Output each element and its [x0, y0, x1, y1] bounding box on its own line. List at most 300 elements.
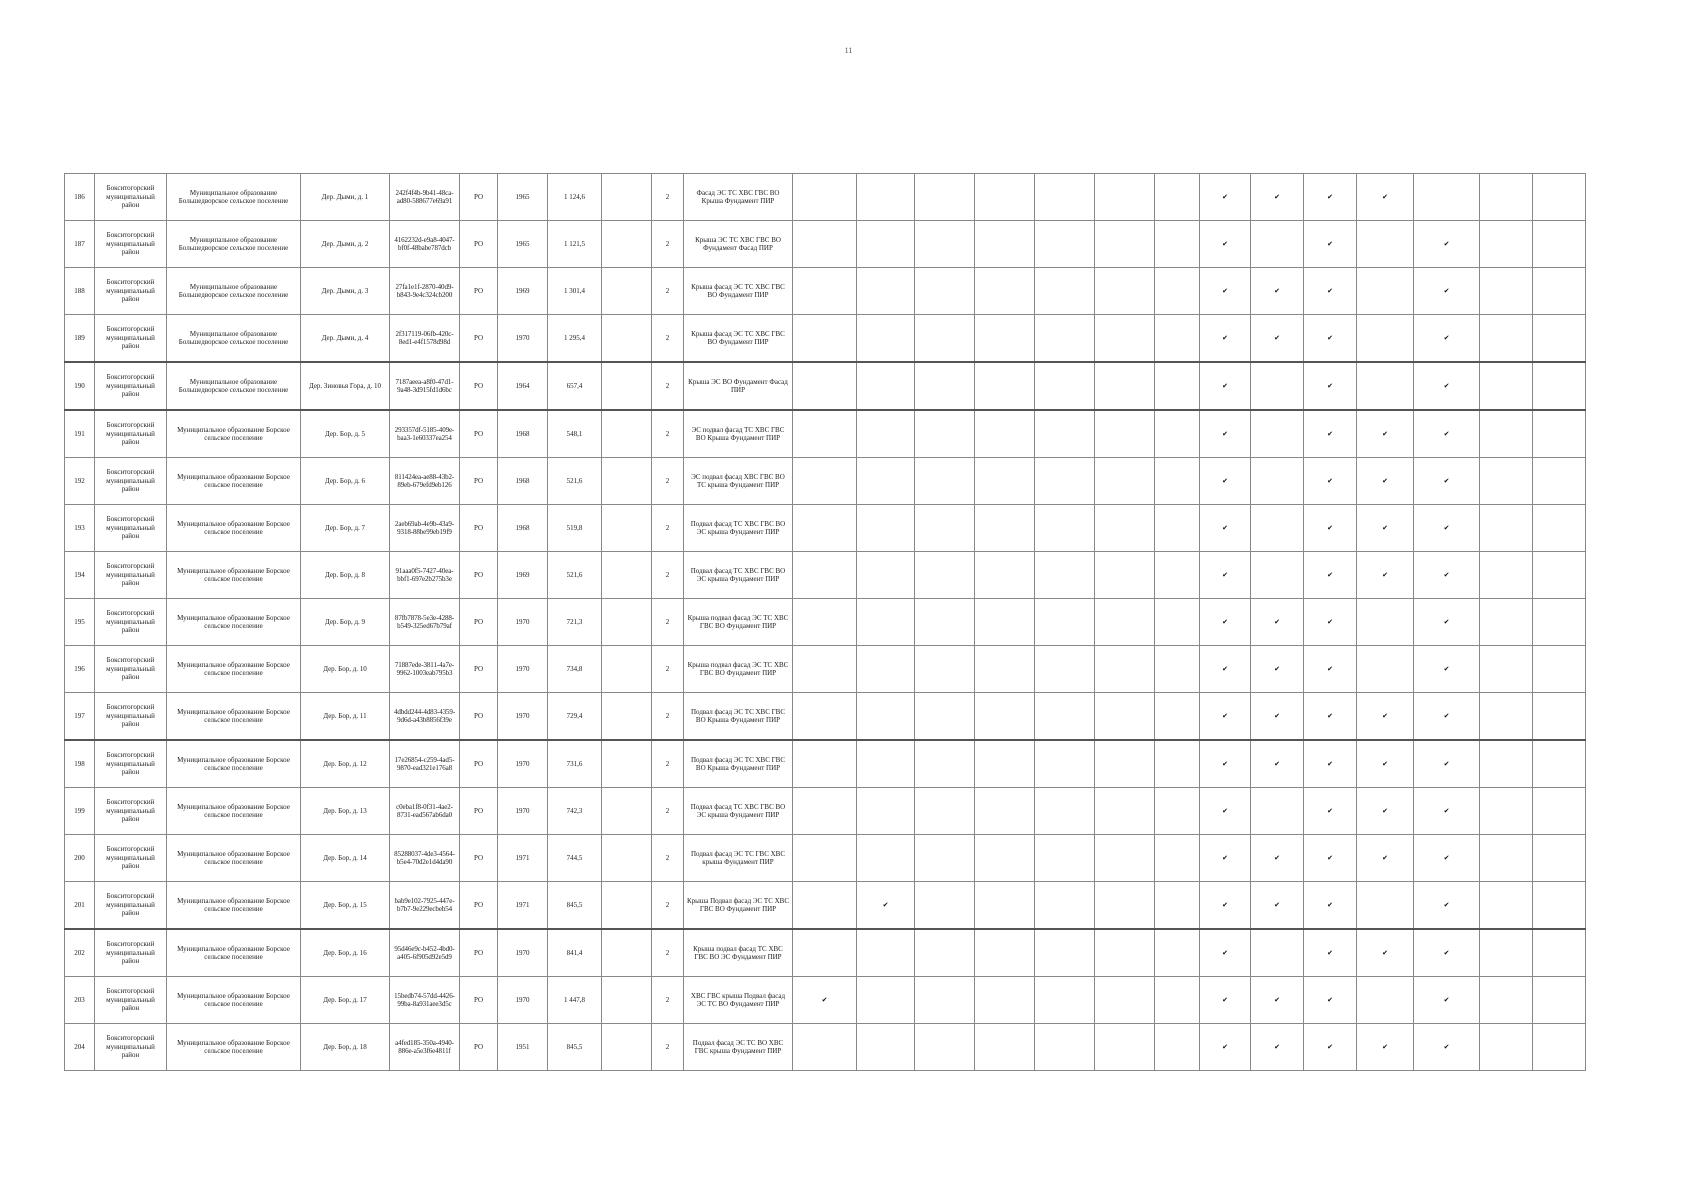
address: Дер. Бор, д. 5	[301, 410, 390, 458]
empty-cell	[1155, 599, 1200, 646]
empty-cell	[1035, 552, 1095, 599]
district-name: Бокситогорский муниципальный район	[95, 505, 167, 552]
empty-cell	[1251, 410, 1304, 458]
works-list: Подвал фасад ТС ХВС ГВС ВО ЭС крыша Фундамент ПИР	[684, 788, 793, 835]
empty-cell	[1035, 788, 1095, 835]
object-type: РО	[460, 315, 498, 363]
table-row	[65, 882, 1586, 930]
empty-cell	[1357, 882, 1414, 930]
district-name: Бокситогорский муниципальный район	[95, 977, 167, 1024]
municipality-name: Муниципальное образование Большедворское сельское поселение	[167, 268, 301, 315]
empty-cell	[1533, 268, 1586, 315]
table-row	[65, 268, 1586, 315]
object-type: РО	[460, 740, 498, 788]
check-icon: ✔	[1200, 410, 1251, 458]
empty-cell	[1480, 552, 1533, 599]
empty-cell	[1095, 552, 1155, 599]
empty-cell	[1155, 693, 1200, 741]
district-name: Бокситогорский муниципальный район	[95, 882, 167, 930]
check-icon: ✔	[1200, 458, 1251, 505]
empty-cell	[1533, 174, 1586, 221]
district-name: Бокситогорский муниципальный район	[95, 362, 167, 410]
check-icon: ✔	[1200, 740, 1251, 788]
row-number: 198	[65, 740, 95, 788]
address: Дер. Бор, д. 6	[301, 458, 390, 505]
empty-cell	[1251, 362, 1304, 410]
empty-cell	[1533, 929, 1586, 977]
table-row	[65, 410, 1586, 458]
check-icon: ✔	[1414, 599, 1480, 646]
empty-cell	[1480, 693, 1533, 741]
check-icon: ✔	[1251, 740, 1304, 788]
address: Дер. Бор, д. 14	[301, 835, 390, 882]
empty-cell	[857, 362, 915, 410]
floors-count: 2	[652, 693, 684, 741]
table-row	[65, 740, 1586, 788]
empty-cell	[1035, 882, 1095, 930]
object-type: РО	[460, 362, 498, 410]
check-icon: ✔	[1200, 268, 1251, 315]
empty-cell	[1480, 458, 1533, 505]
check-icon: ✔	[1304, 268, 1357, 315]
total-area: 845,5	[548, 882, 602, 930]
municipality-name: Муниципальное образование Борское сельское поселение	[167, 977, 301, 1024]
house-id: 7187aeea-a8f0-47d1-9a48-3d915fd1d6bc	[390, 362, 460, 410]
object-type: РО	[460, 599, 498, 646]
floors-count: 2	[652, 458, 684, 505]
empty-cell	[602, 977, 652, 1024]
empty-cell	[602, 458, 652, 505]
empty-cell	[1035, 221, 1095, 268]
works-list: Подвал фасад ЭС ТС ВО ХВС ГВС крыша Фундамент ПИР	[684, 1024, 793, 1071]
empty-cell	[1357, 599, 1414, 646]
check-icon: ✔	[1200, 929, 1251, 977]
house-id: 242f4f4b-9b41-48ca-ad80-588677e69a91	[390, 174, 460, 221]
empty-cell	[975, 788, 1035, 835]
row-number: 201	[65, 882, 95, 930]
empty-cell	[857, 977, 915, 1024]
floors-count: 2	[652, 268, 684, 315]
empty-cell	[975, 221, 1035, 268]
empty-cell	[1357, 221, 1414, 268]
check-icon: ✔	[1304, 788, 1357, 835]
table-row	[65, 458, 1586, 505]
municipality-name: Муниципальное образование Борское сельское поселение	[167, 458, 301, 505]
house-id: 2f317119-06fb-420c-8ed1-e4f1578d98d	[390, 315, 460, 363]
object-type: РО	[460, 1024, 498, 1071]
works-list: ЭС подвал фасад ХВС ГВС ВО ТС крыша Фундамент ПИР	[684, 458, 793, 505]
empty-cell	[1533, 693, 1586, 741]
empty-cell	[1533, 315, 1586, 363]
total-area: 657,4	[548, 362, 602, 410]
house-id: 17e26854-c259-4ad5-9870-ead321e176a8	[390, 740, 460, 788]
table-row	[65, 835, 1586, 882]
empty-cell	[1155, 1024, 1200, 1071]
empty-cell	[602, 221, 652, 268]
object-type: РО	[460, 268, 498, 315]
total-area: 1 121,5	[548, 221, 602, 268]
build-year: 1965	[498, 174, 548, 221]
empty-cell	[1357, 977, 1414, 1024]
empty-cell	[1480, 788, 1533, 835]
empty-cell	[602, 174, 652, 221]
empty-cell	[857, 174, 915, 221]
check-icon: ✔	[1357, 1024, 1414, 1071]
works-list: Подвал фасад ЭС ТС ХВС ГВС ВО Крыша Фундамент ПИР	[684, 740, 793, 788]
total-area: 845,5	[548, 1024, 602, 1071]
row-number: 196	[65, 646, 95, 693]
empty-cell	[1035, 646, 1095, 693]
empty-cell	[975, 362, 1035, 410]
check-icon: ✔	[1414, 977, 1480, 1024]
empty-cell	[1251, 788, 1304, 835]
address: Дер. Зиновья Гора, д. 10	[301, 362, 390, 410]
empty-cell	[1095, 740, 1155, 788]
house-id: 15bedb74-57dd-4426-99ba-8a931aee3d5c	[390, 977, 460, 1024]
check-icon: ✔	[1357, 788, 1414, 835]
build-year: 1970	[498, 977, 548, 1024]
empty-cell	[1357, 646, 1414, 693]
house-id: 87fb7878-5e3e-4288-b549-325ed67b79af	[390, 599, 460, 646]
row-number: 191	[65, 410, 95, 458]
district-name: Бокситогорский муниципальный район	[95, 174, 167, 221]
address: Дер. Бор, д. 17	[301, 977, 390, 1024]
empty-cell	[1480, 1024, 1533, 1071]
house-id: 2aeb69ab-4e9b-43a9-9318-88be99eb19f9	[390, 505, 460, 552]
check-icon: ✔	[1200, 646, 1251, 693]
check-icon: ✔	[1304, 740, 1357, 788]
empty-cell	[1480, 268, 1533, 315]
municipality-name: Муниципальное образование Борское сельское поселение	[167, 788, 301, 835]
check-icon: ✔	[1251, 1024, 1304, 1071]
empty-cell	[602, 599, 652, 646]
object-type: РО	[460, 410, 498, 458]
empty-cell	[602, 929, 652, 977]
check-icon: ✔	[1200, 977, 1251, 1024]
check-icon: ✔	[1304, 882, 1357, 930]
empty-cell	[915, 410, 975, 458]
empty-cell	[1155, 788, 1200, 835]
address: Дер. Бор, д. 13	[301, 788, 390, 835]
check-icon: ✔	[857, 882, 915, 930]
works-list: Крыша ЭС ВО Фундамент Фасад ПИР	[684, 362, 793, 410]
address: Дер. Бор, д. 8	[301, 552, 390, 599]
floors-count: 2	[652, 552, 684, 599]
build-year: 1968	[498, 458, 548, 505]
check-icon: ✔	[1251, 882, 1304, 930]
object-type: РО	[460, 882, 498, 930]
municipality-name: Муниципальное образование Большедворское сельское поселение	[167, 315, 301, 363]
row-number: 194	[65, 552, 95, 599]
district-name: Бокситогорский муниципальный район	[95, 552, 167, 599]
empty-cell	[1035, 410, 1095, 458]
floors-count: 2	[652, 788, 684, 835]
empty-cell	[857, 458, 915, 505]
check-icon: ✔	[1357, 552, 1414, 599]
check-icon: ✔	[1414, 1024, 1480, 1071]
total-area: 731,6	[548, 740, 602, 788]
total-area: 729,4	[548, 693, 602, 741]
total-area: 1 447,8	[548, 977, 602, 1024]
empty-cell	[1251, 505, 1304, 552]
row-number: 195	[65, 599, 95, 646]
empty-cell	[1095, 1024, 1155, 1071]
address: Дер. Дыми, д. 4	[301, 315, 390, 363]
check-icon: ✔	[1251, 835, 1304, 882]
check-icon: ✔	[1414, 882, 1480, 930]
empty-cell	[975, 599, 1035, 646]
works-list: Крыша подвал фасад ТС ХВС ГВС ВО ЭС Фундамент ПИР	[684, 929, 793, 977]
check-icon: ✔	[1304, 315, 1357, 363]
empty-cell	[1155, 174, 1200, 221]
empty-cell	[857, 268, 915, 315]
empty-cell	[793, 268, 857, 315]
empty-cell	[1414, 174, 1480, 221]
empty-cell	[1533, 977, 1586, 1024]
empty-cell	[1095, 221, 1155, 268]
address: Дер. Бор, д. 16	[301, 929, 390, 977]
empty-cell	[1480, 410, 1533, 458]
table-row	[65, 315, 1586, 363]
check-icon: ✔	[1414, 552, 1480, 599]
works-list: Подвал фасад ЭС ТС ГВС ХВС крыша Фундамент ПИР	[684, 835, 793, 882]
check-icon: ✔	[1414, 646, 1480, 693]
empty-cell	[915, 362, 975, 410]
empty-cell	[857, 505, 915, 552]
empty-cell	[975, 646, 1035, 693]
empty-cell	[1095, 458, 1155, 505]
empty-cell	[793, 458, 857, 505]
empty-cell	[915, 977, 975, 1024]
empty-cell	[793, 174, 857, 221]
empty-cell	[1533, 882, 1586, 930]
empty-cell	[975, 458, 1035, 505]
registry-table	[64, 173, 1586, 1071]
table-body	[65, 174, 1586, 1071]
check-icon: ✔	[1414, 740, 1480, 788]
empty-cell	[602, 362, 652, 410]
table-row	[65, 646, 1586, 693]
district-name: Бокситогорский муниципальный район	[95, 1024, 167, 1071]
empty-cell	[857, 599, 915, 646]
empty-cell	[1095, 835, 1155, 882]
empty-cell	[915, 1024, 975, 1071]
check-icon: ✔	[1414, 835, 1480, 882]
house-id: 27fa1e1f-2870-40d9-b843-9e4c324cb200	[390, 268, 460, 315]
address: Дер. Бор, д. 18	[301, 1024, 390, 1071]
municipality-name: Муниципальное образование Борское сельское поселение	[167, 882, 301, 930]
check-icon: ✔	[1304, 174, 1357, 221]
empty-cell	[857, 1024, 915, 1071]
address: Дер. Бор, д. 12	[301, 740, 390, 788]
empty-cell	[1357, 268, 1414, 315]
total-area: 1 301,4	[548, 268, 602, 315]
total-area: 521,6	[548, 552, 602, 599]
district-name: Бокситогорский муниципальный район	[95, 646, 167, 693]
check-icon: ✔	[1414, 410, 1480, 458]
check-icon: ✔	[1304, 362, 1357, 410]
empty-cell	[1533, 1024, 1586, 1071]
empty-cell	[857, 646, 915, 693]
empty-cell	[1533, 646, 1586, 693]
check-icon: ✔	[1414, 221, 1480, 268]
empty-cell	[1095, 977, 1155, 1024]
empty-cell	[1155, 929, 1200, 977]
empty-cell	[915, 646, 975, 693]
check-icon: ✔	[1200, 505, 1251, 552]
empty-cell	[1533, 835, 1586, 882]
works-list: ЭС подвал фасад ТС ХВС ГВС ВО Крыша Фундамент ПИР	[684, 410, 793, 458]
empty-cell	[1155, 552, 1200, 599]
empty-cell	[1035, 362, 1095, 410]
floors-count: 2	[652, 410, 684, 458]
row-number: 193	[65, 505, 95, 552]
address: Дер. Бор, д. 11	[301, 693, 390, 741]
empty-cell	[1155, 410, 1200, 458]
works-list: Крыша фасад ЭС ТС ХВС ГВС ВО Фундамент ПИР	[684, 315, 793, 363]
floors-count: 2	[652, 599, 684, 646]
total-area: 1 124,6	[548, 174, 602, 221]
house-id: 91aaa0f5-7427-40ea-bbf1-697e2b275b3e	[390, 552, 460, 599]
works-list: Крыша ЭС ТС ХВС ГВС ВО Фундамент Фасад ПИР	[684, 221, 793, 268]
empty-cell	[1480, 740, 1533, 788]
floors-count: 2	[652, 1024, 684, 1071]
check-icon: ✔	[1200, 362, 1251, 410]
empty-cell	[1035, 835, 1095, 882]
empty-cell	[1480, 835, 1533, 882]
empty-cell	[793, 362, 857, 410]
empty-cell	[975, 693, 1035, 741]
works-list: Подвал фасад ТС ХВС ГВС ВО ЭС крыша Фундамент ПИР	[684, 552, 793, 599]
empty-cell	[1480, 174, 1533, 221]
empty-cell	[1155, 221, 1200, 268]
empty-cell	[602, 693, 652, 741]
object-type: РО	[460, 221, 498, 268]
empty-cell	[1533, 505, 1586, 552]
empty-cell	[1095, 929, 1155, 977]
check-icon: ✔	[1304, 929, 1357, 977]
check-icon: ✔	[1414, 315, 1480, 363]
district-name: Бокситогорский муниципальный район	[95, 929, 167, 977]
empty-cell	[1251, 929, 1304, 977]
municipality-name: Муниципальное образование Большедворское сельское поселение	[167, 174, 301, 221]
address: Дер. Бор, д. 15	[301, 882, 390, 930]
house-id: 4162232d-e9a8-4047-bf0f-48babe787dcb	[390, 221, 460, 268]
municipality-name: Муниципальное образование Борское сельское поселение	[167, 410, 301, 458]
empty-cell	[602, 882, 652, 930]
total-area: 521,6	[548, 458, 602, 505]
object-type: РО	[460, 458, 498, 505]
floors-count: 2	[652, 174, 684, 221]
build-year: 1969	[498, 552, 548, 599]
house-id: 95d46e9c-b452-4bd0-a405-6f905d92e5d9	[390, 929, 460, 977]
empty-cell	[793, 929, 857, 977]
works-list: Подвал фасад ТС ХВС ГВС ВО ЭС крыша Фундамент ПИР	[684, 505, 793, 552]
table-row	[65, 552, 1586, 599]
object-type: РО	[460, 835, 498, 882]
empty-cell	[793, 740, 857, 788]
table-row	[65, 362, 1586, 410]
empty-cell	[975, 268, 1035, 315]
check-icon: ✔	[1200, 882, 1251, 930]
empty-cell	[602, 788, 652, 835]
municipality-name: Муниципальное образование Борское сельское поселение	[167, 693, 301, 741]
floors-count: 2	[652, 835, 684, 882]
works-list: Крыша подвал фасад ЭС ТС ХВС ГВС ВО Фундамент ПИР	[684, 646, 793, 693]
empty-cell	[975, 977, 1035, 1024]
page-number: 11	[844, 46, 853, 55]
check-icon: ✔	[1200, 693, 1251, 741]
check-icon: ✔	[1200, 599, 1251, 646]
floors-count: 2	[652, 977, 684, 1024]
object-type: РО	[460, 646, 498, 693]
empty-cell	[1095, 693, 1155, 741]
check-icon: ✔	[1304, 835, 1357, 882]
empty-cell	[857, 221, 915, 268]
table-row	[65, 221, 1586, 268]
empty-cell	[793, 410, 857, 458]
floors-count: 2	[652, 505, 684, 552]
build-year: 1964	[498, 362, 548, 410]
empty-cell	[1035, 1024, 1095, 1071]
row-number: 189	[65, 315, 95, 363]
empty-cell	[975, 174, 1035, 221]
row-number: 192	[65, 458, 95, 505]
house-id: 811424ea-ae88-43b2-89eb-679efd9eb126	[390, 458, 460, 505]
district-name: Бокситогорский муниципальный район	[95, 315, 167, 363]
check-icon: ✔	[1357, 505, 1414, 552]
district-name: Бокситогорский муниципальный район	[95, 458, 167, 505]
empty-cell	[1035, 268, 1095, 315]
district-name: Бокситогорский муниципальный район	[95, 835, 167, 882]
empty-cell	[975, 410, 1035, 458]
municipality-name: Муниципальное образование Борское сельское поселение	[167, 1024, 301, 1071]
object-type: РО	[460, 929, 498, 977]
empty-cell	[975, 552, 1035, 599]
build-year: 1965	[498, 221, 548, 268]
address: Дер. Дыми, д. 3	[301, 268, 390, 315]
empty-cell	[975, 929, 1035, 977]
check-icon: ✔	[1357, 693, 1414, 741]
empty-cell	[915, 505, 975, 552]
empty-cell	[793, 788, 857, 835]
house-id: c0eba1f8-0f31-4ae2-8731-ead567ab6da0	[390, 788, 460, 835]
floors-count: 2	[652, 646, 684, 693]
build-year: 1970	[498, 315, 548, 363]
empty-cell	[857, 552, 915, 599]
row-number: 199	[65, 788, 95, 835]
address: Дер. Бор, д. 7	[301, 505, 390, 552]
check-icon: ✔	[1304, 505, 1357, 552]
municipality-name: Муниципальное образование Борское сельское поселение	[167, 505, 301, 552]
district-name: Бокситогорский муниципальный район	[95, 410, 167, 458]
empty-cell	[915, 552, 975, 599]
empty-cell	[1533, 221, 1586, 268]
district-name: Бокситогорский муниципальный район	[95, 788, 167, 835]
table-row	[65, 929, 1586, 977]
works-list: Фасад ЭС ТС ХВС ГВС ВО Крыша Фундамент ПИР	[684, 174, 793, 221]
empty-cell	[793, 221, 857, 268]
empty-cell	[602, 505, 652, 552]
empty-cell	[602, 268, 652, 315]
row-number: 188	[65, 268, 95, 315]
municipality-name: Муниципальное образование Борское сельское поселение	[167, 835, 301, 882]
table-row	[65, 977, 1586, 1024]
check-icon: ✔	[1304, 458, 1357, 505]
check-icon: ✔	[1357, 740, 1414, 788]
total-area: 744,5	[548, 835, 602, 882]
empty-cell	[857, 693, 915, 741]
